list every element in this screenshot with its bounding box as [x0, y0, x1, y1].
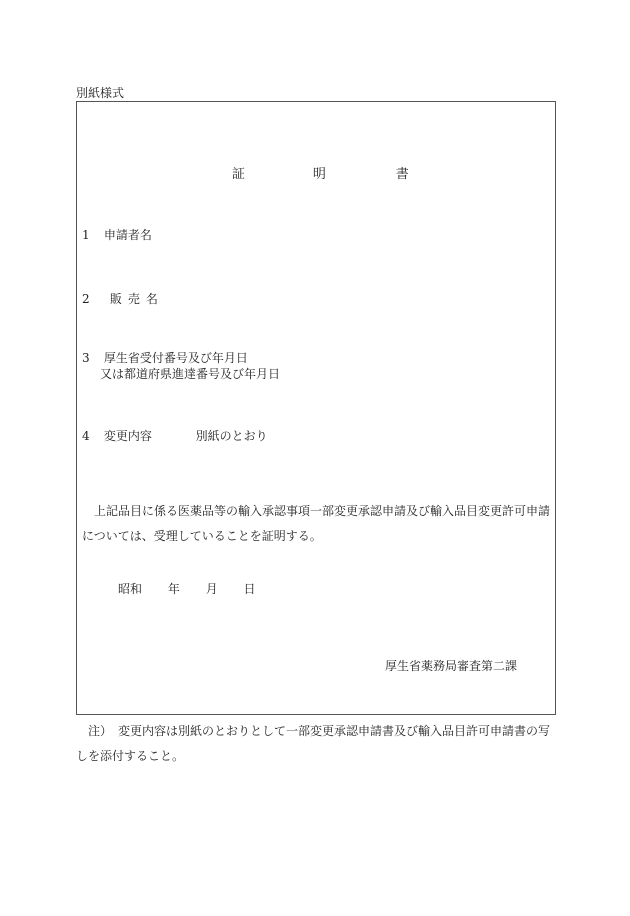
item-receipt-number: [82, 349, 248, 366]
title-char: 書: [395, 167, 409, 182]
item-value: 別紙のとおり: [195, 429, 268, 443]
item-receipt-number-line2: 又は都道府県進達番号及び年月日: [100, 367, 281, 381]
item-label: 申請者名: [103, 228, 152, 242]
item-number: 4: [82, 429, 90, 443]
statement-line-1: 上記品目に係る医薬品等の輸入承認事項一部変更承認申請及び輸入品目変更許可申請: [94, 504, 551, 518]
item-sales-name: [82, 290, 164, 307]
form-label: 別紙様式: [76, 86, 125, 100]
date-era: 昭和: [118, 582, 143, 596]
item-label-char: 販: [109, 292, 122, 306]
item-number: 3: [82, 351, 90, 365]
date-line: [118, 580, 256, 597]
item-applicant-name: [82, 226, 152, 243]
item-label: 厚生省受付番号及び年月日: [103, 351, 248, 365]
document-title: [232, 163, 409, 182]
item-change-content: [82, 427, 268, 444]
title-char: 明: [312, 167, 326, 182]
date-year: 年: [167, 582, 180, 596]
item-label-char: 名: [145, 292, 158, 306]
item-number: 2: [82, 292, 90, 306]
item-label-char: 売: [127, 292, 140, 306]
title-char: 証: [232, 167, 246, 182]
certificate-frame: [76, 101, 556, 715]
date-day: 日: [243, 582, 256, 596]
issuer: 厚生省薬務局審査第二課: [385, 659, 518, 673]
note-line-2: しを添付すること。: [76, 749, 185, 763]
statement-line-2: については、受理していることを証明する。: [82, 529, 322, 543]
note-line-1: 注） 変更内容は別紙のとおりとして一部変更承認申請書及び輸入品目許可申請書の写: [88, 724, 551, 738]
date-month: 月: [205, 582, 218, 596]
item-label: 変更内容: [103, 429, 152, 443]
item-number: 1: [82, 228, 90, 242]
